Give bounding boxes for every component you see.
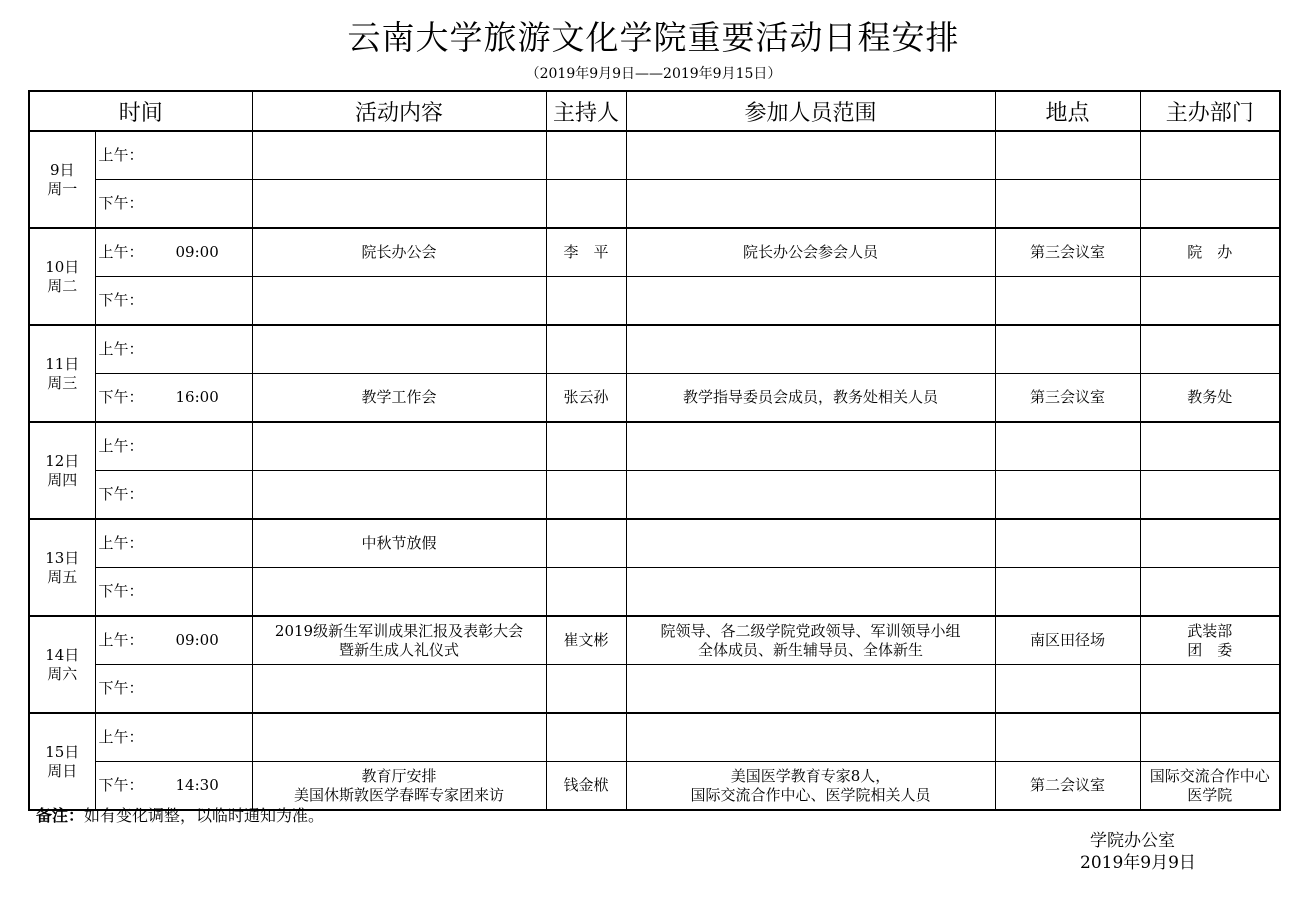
department-cell: [1140, 762, 1280, 811]
header-time: 时间: [29, 91, 252, 131]
header-location: 地点: [995, 91, 1140, 131]
participants-cell: [626, 616, 995, 665]
host-cell: [546, 713, 626, 762]
period-label: 上午：: [98, 437, 144, 455]
activity-line: 美国休斯敦医学春晖专家团来访: [294, 785, 505, 804]
participants-line: 教学指导委员会成员，教务处相关人员: [683, 388, 939, 406]
department-cell: [1140, 713, 1280, 762]
time-cell: [95, 374, 252, 423]
period-label: 下午：: [98, 776, 144, 794]
location-cell: [995, 471, 1140, 520]
time-cell: [95, 665, 252, 714]
time-cell: [95, 713, 252, 762]
day-date: 12日: [45, 451, 80, 470]
activity-line: 暨新生成人礼仪式: [339, 640, 460, 659]
table-row: [29, 277, 1280, 326]
department-line: 院 办: [1187, 243, 1233, 261]
table-row: [29, 374, 1280, 423]
table-row: [29, 131, 1280, 180]
department-cell: [1140, 519, 1280, 568]
table-row: [29, 616, 1280, 665]
header-host: 主持人: [546, 91, 626, 131]
day-cell: [29, 228, 95, 325]
header-participants: 参加人员范围: [626, 91, 995, 131]
day-date: 15日: [45, 742, 80, 761]
day-cell: [29, 422, 95, 519]
activity-cell: [252, 277, 546, 326]
day-date: 10日: [45, 257, 80, 276]
department-cell: [1140, 228, 1280, 277]
activity-cell: [252, 665, 546, 714]
host-cell: [546, 519, 626, 568]
header-content: 活动内容: [252, 91, 546, 131]
activity-line: 院长办公会: [361, 243, 437, 261]
participants-line: 美国医学教育专家8人，: [730, 766, 891, 785]
day-weekday: 周三: [47, 373, 78, 392]
day-weekday: 周日: [47, 761, 78, 780]
issue-date: 2019年9月9日: [1080, 853, 1196, 873]
participants-cell: [626, 131, 995, 180]
location-cell: [995, 422, 1140, 471]
location-cell: [995, 519, 1140, 568]
time-cell: [95, 180, 252, 229]
period-label: 上午：: [98, 728, 144, 746]
department-line: 医学院: [1187, 785, 1233, 804]
clock-time: 09:00: [175, 631, 219, 649]
time-cell: [95, 471, 252, 520]
day-weekday: 周五: [47, 567, 78, 586]
period-label: 下午：: [98, 291, 144, 309]
participants-cell: [626, 277, 995, 326]
host-cell: [546, 277, 626, 326]
department-cell: [1140, 422, 1280, 471]
day-cell: [29, 616, 95, 713]
clock-time: 16:00: [175, 388, 219, 406]
location-cell: [995, 713, 1140, 762]
day-cell: [29, 325, 95, 422]
location-cell: [995, 325, 1140, 374]
table-row: [29, 665, 1280, 714]
activity-cell: [252, 568, 546, 617]
department-cell: [1140, 616, 1280, 665]
department-cell: [1140, 568, 1280, 617]
activity-line: 教学工作会: [361, 388, 437, 406]
department-line: 武装部: [1187, 621, 1233, 640]
activity-cell: [252, 374, 546, 423]
participants-cell: [626, 519, 995, 568]
participants-cell: [626, 422, 995, 471]
participants-cell: [626, 762, 995, 811]
time-cell: [95, 616, 252, 665]
participants-cell: [626, 374, 995, 423]
time-cell: [95, 277, 252, 326]
department-cell: [1140, 665, 1280, 714]
day-date: 9日: [49, 160, 75, 179]
participants-cell: [626, 471, 995, 520]
time-cell: [95, 131, 252, 180]
participants-cell: [626, 568, 995, 617]
period-label: 上午：: [98, 340, 144, 358]
activity-cell: [252, 616, 546, 665]
location-cell: [995, 277, 1140, 326]
department-cell: [1140, 471, 1280, 520]
location-cell: 第二会议室: [995, 762, 1140, 811]
period-label: 下午：: [98, 194, 144, 212]
host-cell: [546, 180, 626, 229]
host-cell: [546, 131, 626, 180]
table-row: [29, 325, 1280, 374]
issuing-office: 学院办公室: [1090, 831, 1175, 851]
activity-cell: [252, 180, 546, 229]
remark-label: 备注：: [36, 806, 85, 825]
time-cell: [95, 325, 252, 374]
activity-cell: [252, 422, 546, 471]
time-cell: [95, 762, 252, 811]
period-label: 上午：: [98, 243, 144, 261]
time-cell: [95, 568, 252, 617]
location-cell: 南区田径场: [995, 616, 1140, 665]
day-cell: [29, 131, 95, 228]
day-date: 11日: [45, 354, 80, 373]
day-weekday: 周二: [47, 276, 78, 295]
location-cell: [995, 665, 1140, 714]
location-cell: 第三会议室: [995, 228, 1140, 277]
period-label: 上午：: [98, 534, 144, 552]
table-row: [29, 471, 1280, 520]
department-cell: [1140, 374, 1280, 423]
table-row: [29, 762, 1280, 811]
clock-time: 14:30: [175, 776, 219, 794]
table-row: [29, 422, 1280, 471]
participants-cell: [626, 325, 995, 374]
time-cell: [95, 519, 252, 568]
header-row: [29, 91, 1280, 131]
activity-line: 中秋节放假: [361, 534, 437, 552]
participants-cell: [626, 665, 995, 714]
activity-cell: [252, 131, 546, 180]
remark: [36, 806, 324, 826]
department-line: 国际交流合作中心: [1149, 766, 1270, 785]
participants-cell: [626, 713, 995, 762]
remark-text: 如有变化调整，以临时通知为准。: [84, 806, 325, 825]
host-cell: 张云孙: [546, 374, 626, 423]
host-cell: 崔文彬: [546, 616, 626, 665]
participants-cell: [626, 180, 995, 229]
participants-line: 全体成员、新生辅导员、全体新生: [698, 640, 924, 659]
table-row: [29, 180, 1280, 229]
day-cell: [29, 519, 95, 616]
table-row: [29, 228, 1280, 277]
participants-line: 院领导、各二级学院党政领导、军训领导小组: [660, 621, 961, 640]
activity-line: 2019级新生军训成果汇报及表彰大会: [274, 621, 524, 640]
day-date: 14日: [45, 645, 80, 664]
activity-line: 教育厅安排: [361, 766, 437, 785]
host-cell: 钱金栿: [546, 762, 626, 811]
participants-line: 院长办公会参会人员: [743, 243, 879, 261]
date-range-subtitle: （2019年9月9日——2019年9月15日）: [525, 66, 782, 82]
location-cell: [995, 180, 1140, 229]
participants-cell: [626, 228, 995, 277]
activity-cell: [252, 228, 546, 277]
department-line: 教务处: [1187, 388, 1233, 406]
department-line: 团 委: [1187, 640, 1233, 659]
period-label: 下午：: [98, 679, 144, 697]
activity-cell: [252, 325, 546, 374]
day-weekday: 周六: [47, 664, 78, 683]
period-label: 下午：: [98, 388, 144, 406]
schedule-table: [28, 90, 1281, 811]
activity-cell: [252, 519, 546, 568]
department-cell: [1140, 180, 1280, 229]
table-row: [29, 519, 1280, 568]
header-department: 主办部门: [1140, 91, 1280, 131]
table-row: [29, 713, 1280, 762]
time-cell: [95, 422, 252, 471]
host-cell: [546, 665, 626, 714]
host-cell: 李 平: [546, 228, 626, 277]
department-cell: [1140, 325, 1280, 374]
time-cell: [95, 228, 252, 277]
host-cell: [546, 568, 626, 617]
department-cell: [1140, 277, 1280, 326]
host-cell: [546, 325, 626, 374]
activity-cell: [252, 713, 546, 762]
location-cell: [995, 131, 1140, 180]
schedule-body: [29, 131, 1280, 810]
day-weekday: 周四: [47, 470, 78, 489]
location-cell: 第三会议室: [995, 374, 1140, 423]
location-cell: [995, 568, 1140, 617]
table-row: [29, 568, 1280, 617]
activity-cell: [252, 762, 546, 811]
activity-cell: [252, 471, 546, 520]
page-title: 云南大学旅游文化学院重要活动日程安排: [347, 18, 960, 57]
period-label: 下午：: [98, 485, 144, 503]
day-cell: [29, 713, 95, 810]
period-label: 上午：: [98, 631, 144, 649]
day-weekday: 周一: [47, 179, 78, 198]
host-cell: [546, 422, 626, 471]
period-label: 上午：: [98, 146, 144, 164]
host-cell: [546, 471, 626, 520]
department-cell: [1140, 131, 1280, 180]
period-label: 下午：: [98, 582, 144, 600]
day-date: 13日: [45, 548, 80, 567]
clock-time: 09:00: [175, 243, 219, 261]
participants-line: 国际交流合作中心、医学院相关人员: [690, 785, 931, 804]
